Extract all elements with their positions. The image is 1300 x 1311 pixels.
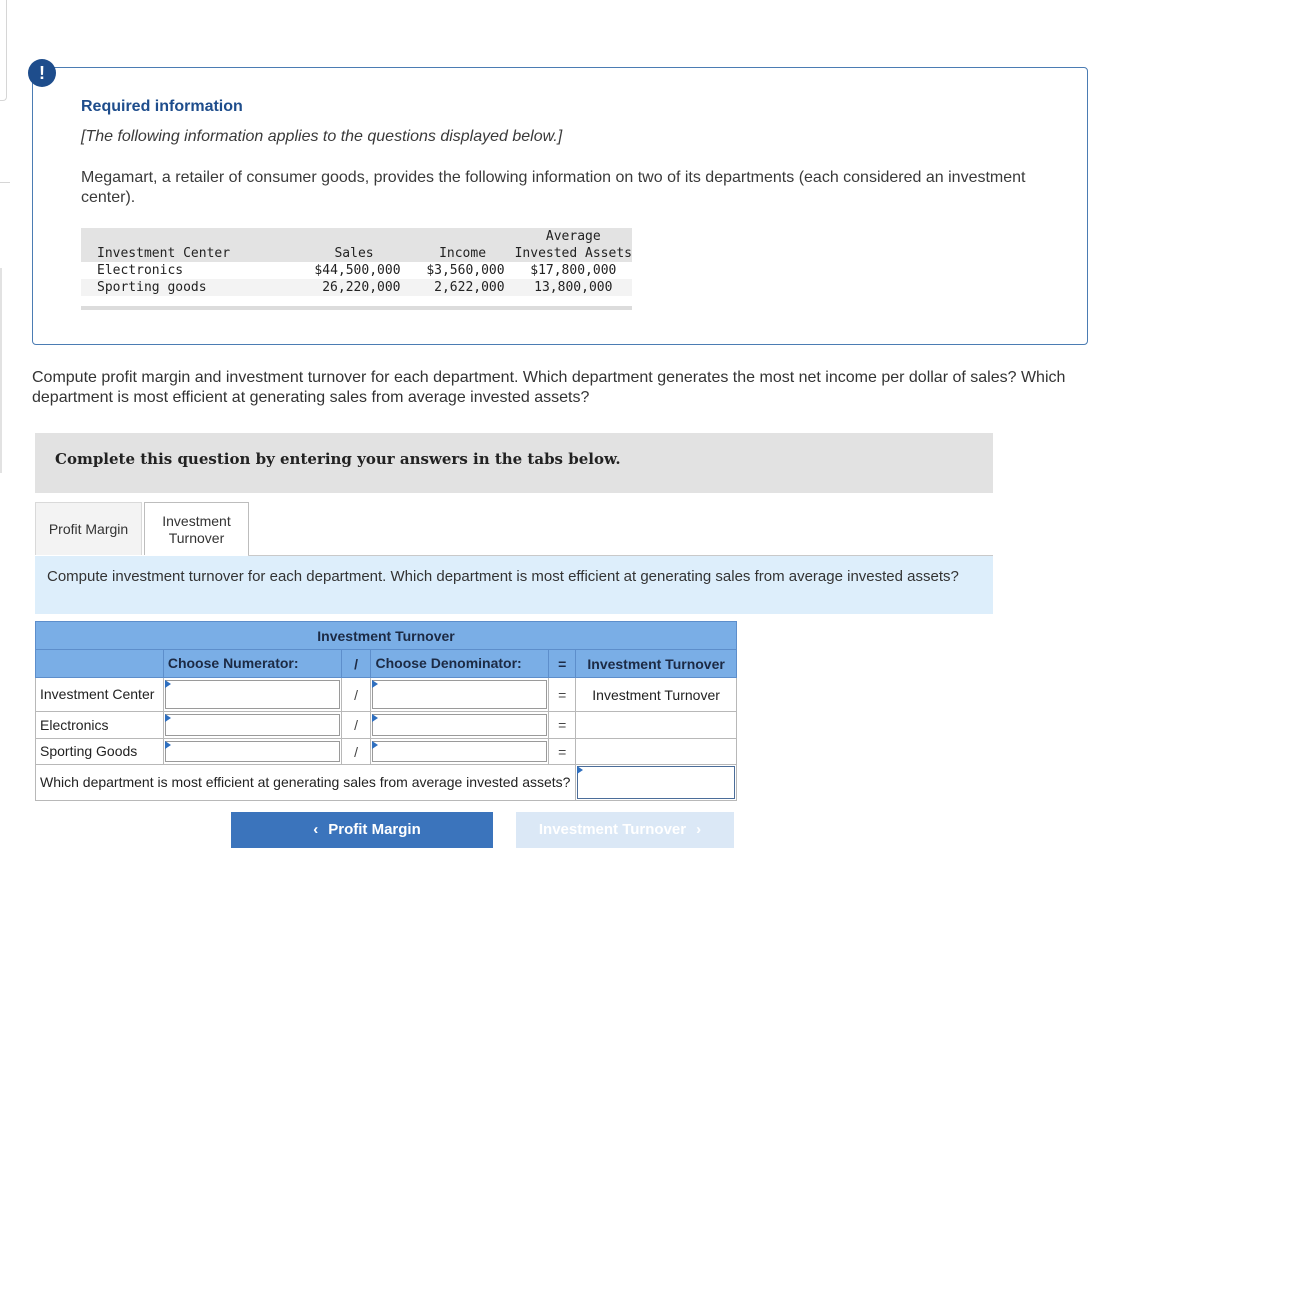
table-bottom-rule xyxy=(81,306,632,310)
side-panel-edge xyxy=(0,0,7,101)
next-tab-button xyxy=(516,812,734,848)
equals-symbol: = xyxy=(549,712,576,739)
divide-symbol: / xyxy=(341,712,371,739)
cell-center: Electronics xyxy=(81,262,268,279)
cell-sales: $44,500,000 xyxy=(268,262,401,279)
chevron-right-icon: › xyxy=(696,821,702,838)
question-text: Compute profit margin and investment turnover for each department. Which department generates the most net income per dollar of sales? Which department is most efficient at generating sales from average invested assets? xyxy=(32,369,1066,406)
tab-investment-turnover[interactable] xyxy=(144,502,249,555)
worksheet-row xyxy=(36,678,737,712)
row-label: Sporting Goods xyxy=(36,739,164,765)
divide-symbol: / xyxy=(341,650,371,678)
cell-sales: 26,220,000 xyxy=(268,279,401,296)
info-note: [The following information applies to the questions displayed below.] xyxy=(81,128,563,145)
tab-profit-margin[interactable] xyxy=(35,502,142,555)
worksheet-row xyxy=(36,739,737,765)
chevron-left-icon: ‹ xyxy=(313,821,319,838)
worksheet-row xyxy=(36,712,737,739)
side-divider xyxy=(0,268,2,473)
instructions-banner xyxy=(35,433,993,493)
column-header-average: Average xyxy=(505,228,632,245)
final-question-label: Which department is most efficient at generating sales from average invested assets? xyxy=(36,765,576,801)
cell-assets: 13,800,000 xyxy=(505,279,632,296)
equals-symbol: = xyxy=(549,739,576,765)
denominator-input[interactable] xyxy=(372,714,547,736)
result-cell xyxy=(576,739,737,765)
result-header: Investment Turnover xyxy=(576,650,737,678)
equals-symbol: = xyxy=(549,678,576,712)
previous-tab-label: Profit Margin xyxy=(328,821,421,838)
column-header-invested-assets: Invested Assets xyxy=(505,245,632,262)
divide-symbol: / xyxy=(341,739,371,765)
column-header-income: Income xyxy=(401,245,505,262)
row-label: Electronics xyxy=(36,712,164,739)
result-cell: Investment Turnover xyxy=(576,678,737,712)
info-description: Megamart, a retailer of consumer goods, provides the following information on two of its departments (each considered an investment center). xyxy=(81,169,1026,206)
table-row xyxy=(81,279,632,296)
cell-assets: $17,800,000 xyxy=(505,262,632,279)
numerator-dropdown[interactable] xyxy=(165,680,340,709)
department-data-table xyxy=(81,228,632,310)
table-row xyxy=(81,262,632,279)
equals-symbol: = xyxy=(549,650,576,678)
next-tab-label: Investment Turnover xyxy=(538,821,687,838)
previous-tab-button[interactable] xyxy=(231,812,493,848)
worksheet-row xyxy=(36,765,737,801)
cell-income: $3,560,000 xyxy=(401,262,505,279)
tab-profit-margin-label: Profit Margin xyxy=(48,521,129,537)
worksheet-title: Investment Turnover xyxy=(36,622,737,650)
denominator-input[interactable] xyxy=(372,741,547,762)
row-label: Investment Center xyxy=(36,678,164,712)
cell-income: 2,622,000 xyxy=(401,279,505,296)
instructions-banner-text: Complete this question by entering your answers in the tabs below. xyxy=(55,450,621,468)
tab-instruction-text: Compute investment turnover for each department. Which department is most efficient at generating sales from average invested assets? xyxy=(47,568,959,585)
info-title: Required information xyxy=(81,98,243,115)
required-information-box xyxy=(32,67,1088,345)
denominator-header: Choose Denominator: xyxy=(371,650,549,678)
alert-icon: ! xyxy=(28,59,56,87)
numerator-input[interactable] xyxy=(165,741,340,762)
denominator-dropdown[interactable] xyxy=(372,680,547,709)
numerator-input[interactable] xyxy=(165,714,340,736)
column-header-investment-center: Investment Center xyxy=(81,245,268,262)
investment-turnover-worksheet xyxy=(35,621,737,801)
tab-instruction-box xyxy=(35,556,993,614)
cell-center: Sporting goods xyxy=(81,279,268,296)
column-header-sales: Sales xyxy=(268,245,401,262)
tab-investment-turnover-label: Turnover xyxy=(168,530,225,546)
numerator-header: Choose Numerator: xyxy=(163,650,341,678)
result-cell xyxy=(576,712,737,739)
divide-symbol: / xyxy=(341,678,371,712)
side-divider xyxy=(0,182,10,183)
tab-investment-turnover-label: Investment xyxy=(162,513,231,529)
most-efficient-department-dropdown[interactable] xyxy=(577,766,735,799)
